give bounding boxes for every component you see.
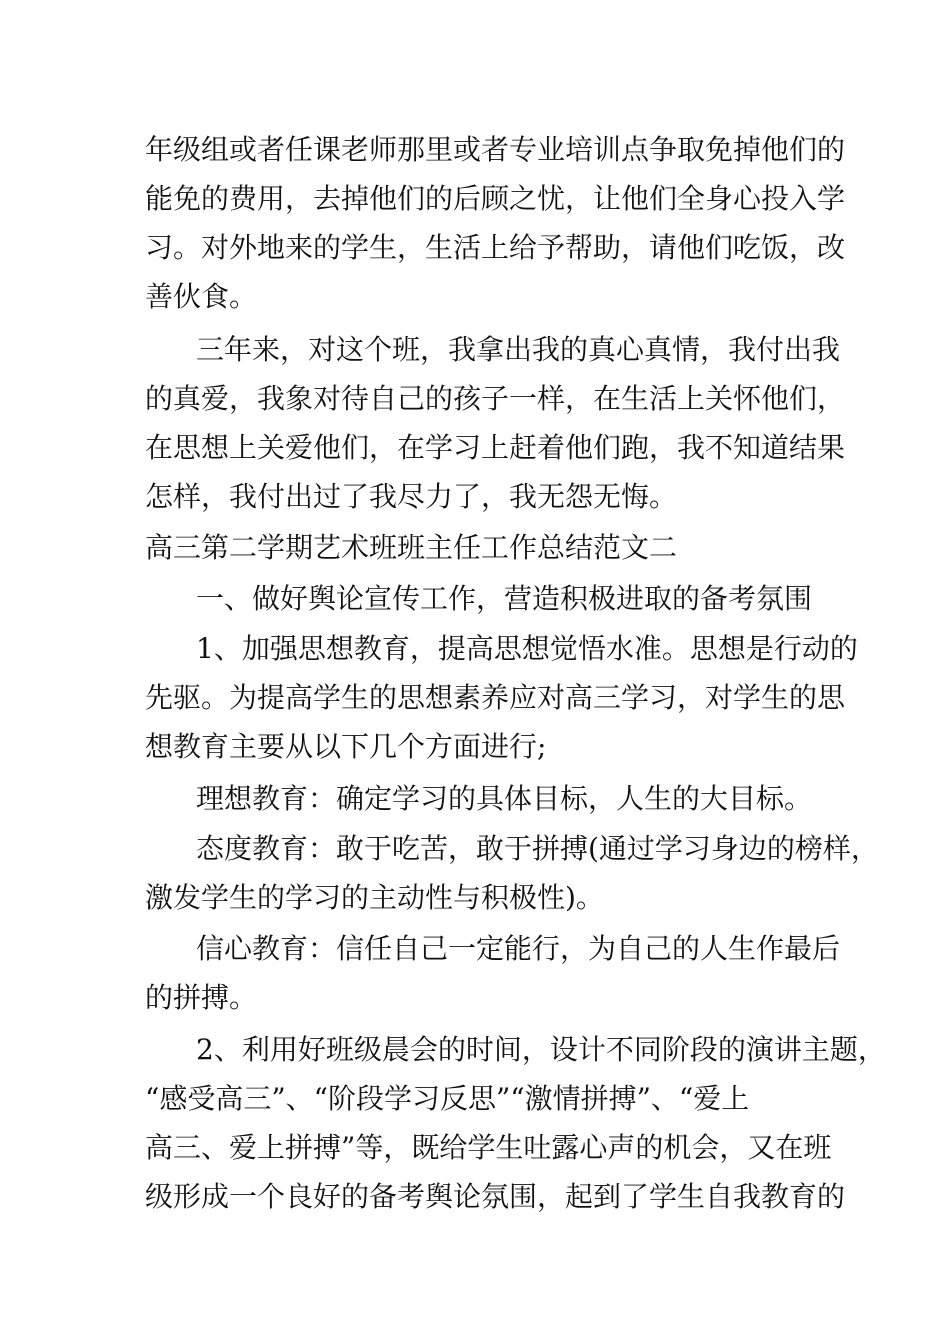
text-line: 年级组或者任课老师那里或者专业培训点争取免掉他们的 [145,133,846,166]
text-line: 级形成一个良好的备考舆论氛围，起到了学生自我教育的 [145,1180,846,1213]
text-line: 善伙食。 [145,280,258,313]
section-title: 高三第二学期艺术班班主任工作总结范文二 [145,531,678,564]
text-line: 信心教育：信任自己一定能行，为自己的人生作最后 [196,932,841,965]
text-line: 态度教育：敢于吃苦，敢于拼搏(通过学习身边的榜样， [196,832,879,865]
text-line: 能免的费用，去掉他们的后顾之忧，让他们全身心投入学 [145,182,846,215]
text-line: 怎样，我付出过了我尽力了，我无怨无悔。 [145,480,678,513]
text-line: 想教育主要从以下几个方面进行; [145,730,547,763]
text-line: 高三、爱上拼搏”等，既给学生吐露心声的机会，又在班 [145,1131,832,1164]
text-line: 习。对外地来的学生，生活上给予帮助，请他们吃饭，改 [145,231,846,264]
section-heading: 一、做好舆论宣传工作，营造积极进取的备考氛围 [196,582,813,615]
text-line: 先驱。为提高学生的思想素养应对高三学习，对学生的思 [145,681,846,714]
text-line: 在思想上关爱他们，在学习上赶着他们跑，我不知道结果 [145,431,846,464]
text-line: “感受高三”、“阶段学习反思”“激情拼搏”、“爱上 [145,1082,750,1115]
text-line: 三年来，对这个班，我拿出我的真心真情，我付出我 [196,333,841,366]
text-line: 理想教育：确定学习的具体目标，人生的大目标。 [196,782,813,815]
text-line: 的拼搏。 [145,981,258,1014]
text-line: 1、加强思想教育，提高思想觉悟水准。思想是行动的 [196,632,858,665]
text-line: 2、利用好班级晨会的时间，设计不同阶段的演讲主题， [196,1033,886,1066]
text-line: 的真爱，我象对待自己的孩子一样，在生活上关怀他们， [145,382,846,415]
text-line: 激发学生的学习的主动性与积极性)。 [145,881,604,914]
